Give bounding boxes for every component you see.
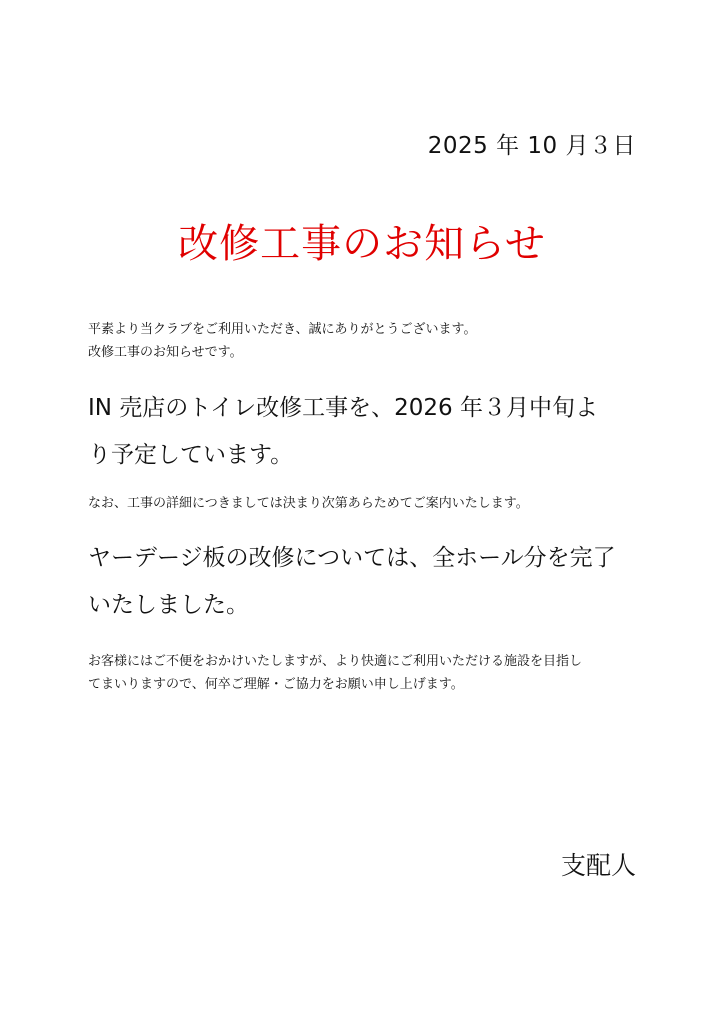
announcement-line: り予定しています。 [88, 442, 294, 468]
intro-line: 改修工事のお知らせです。 [88, 345, 243, 360]
closing-line: てまいりますので、何卒ご理解・ご協力をお願い申し上げます。 [88, 677, 464, 692]
intro-line: 平素より当クラブをご利用いただき、誠にありがとうございます。 [88, 322, 477, 337]
announcement-line: IN 売店のトイレ改修工事を、2026 年３月中旬よ [88, 395, 598, 421]
details-note: なお、工事の詳細につきましては決まり次第あらためてご案内いたします。 [88, 496, 529, 511]
notice-date: 2025 年 10 月３日 [427, 133, 636, 159]
announcement-line: いたしました。 [88, 592, 249, 618]
signature: 支配人 [560, 851, 636, 880]
closing-line: お客様にはご不便をおかけいたしますが、より快適にご利用いただける施設を目指し [88, 654, 583, 669]
yardage-board-announcement [88, 535, 616, 629]
restroom-renovation-announcement [88, 385, 598, 479]
closing-paragraph [88, 650, 582, 696]
announcement-line: ヤーデージ板の改修については、全ホール分を完了 [88, 545, 616, 571]
notice-title: 改修工事のお知らせ [178, 221, 546, 267]
intro-paragraph [88, 318, 476, 364]
